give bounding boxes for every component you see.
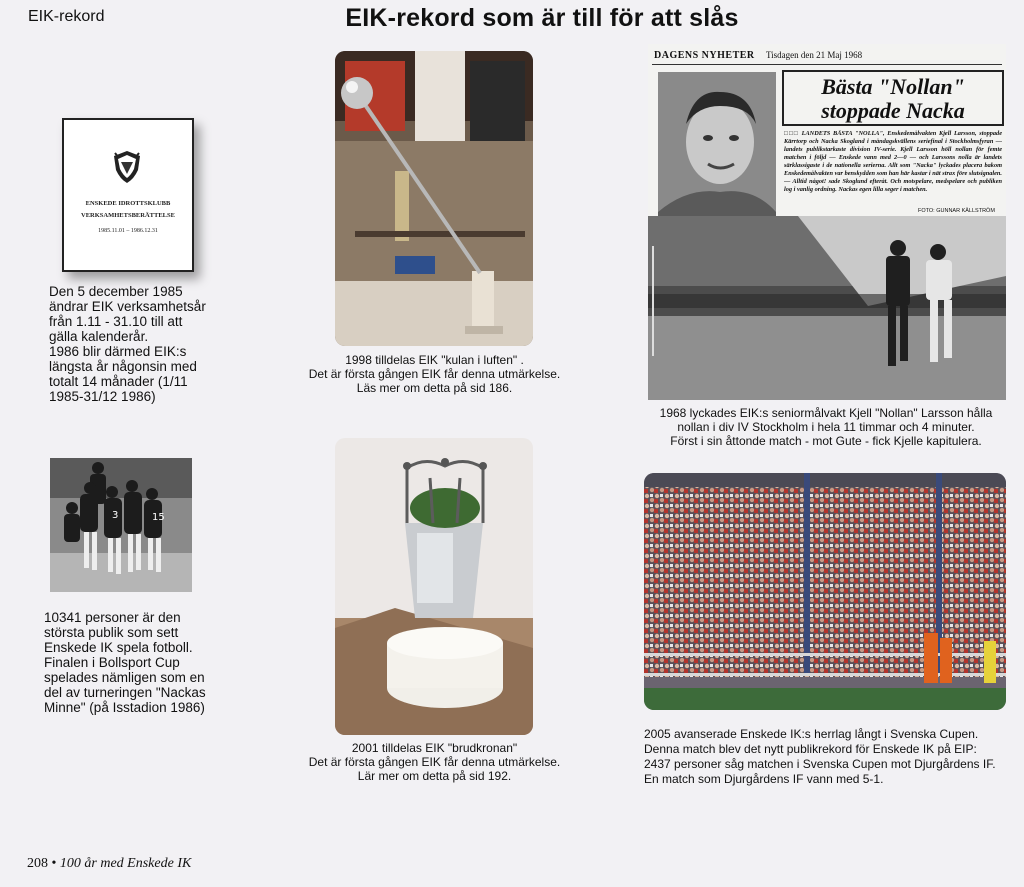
match-photo	[648, 216, 1006, 400]
book-title: 100 år med Enskede IK	[59, 856, 192, 871]
newspaper-photo-credit: FOTO: GUNNAR KÄLLSTRÖM	[918, 208, 995, 214]
attendance-caption: 10341 personer är den största publik som sett Enskede IK spela fotboll. Finalen i Bollsport Cup spelades nämligen som en del av turneringen "Nackas Minne" (på Isstadion 1986)	[44, 610, 206, 715]
newspaper-headline: Bästa "Nollan" stoppade Nacka	[782, 70, 1004, 126]
newspaper-dateline: Tisdagen den 21 Maj 1968	[766, 50, 863, 60]
newspaper-masthead: DAGENS NYHETER	[654, 50, 755, 61]
svg-text:3: 3	[112, 510, 119, 521]
newspaper-body: □□□ LANDETS BÄSTA "NOLLA", Enskedemålvakten Kjell Larsson, stoppade Kärrtorp och Nacka Skogland i måndagskvällens seriefinal i Stockholmsfyran — landets publikstarkaste division IV-serie. Kjell Larsson höll nollan för femte matchen i följd — Enskede vann med 2—0 — och Larssons nolla är landets särklassigaste i de nationella serierna. Allt som "Nacka" lyckades placera bakom Enskedemålvakten var benskydden som han här kastar i nät strax före slutsignalen. — Alltid något! sade Skoglund efteråt. Och motspelare, medspelare och publiken log i vanlig ordning. Nackas egen lilla seger i matchen.	[784, 130, 1002, 193]
svg-text:15: 15	[152, 512, 165, 523]
page-title: EIK-rekord som är till för att slås	[345, 4, 739, 32]
cup-caption: 2005 avanserade Enskede IK:s herrlag långt i Svenska Cupen. Denna match blev det nytt publikrekord för Enskede IK på EIP: 2437 personer såg matchen i Svenska Cupen mot Djurgårdens IF. En match som Djurgårdens IF vann med 5-1.	[644, 727, 996, 786]
bridal-crown-caption: 2001 tilldelas EIK "brudkronan" Det är första gången EIK får denna utmärkelse. Lär mer om detta på sid 192.	[308, 741, 561, 783]
team-celebration-photo	[50, 458, 192, 592]
newspaper-clipping	[648, 44, 1006, 400]
booklet-subtitle: VERKSAMHETSBERÄTTELSE	[81, 212, 175, 219]
page-number: 208	[27, 856, 48, 871]
page-footer	[27, 856, 191, 872]
footer-separator: •	[51, 856, 57, 871]
booklet-club: ENSKEDE IDROTTSKLUBB	[85, 200, 171, 207]
fiscal-year-caption: Den 5 december 1985 ändrar EIK verksamhetsår från 1.11 - 31.10 till att gälla kalenderår. 1986 blir därmed EIK:s längsta år någonsin med totalt 14 månader (1/11 1985-31/12 1986)	[49, 284, 206, 404]
bridal-crown-trophy-photo	[335, 438, 533, 735]
cup-crowd-photo	[644, 473, 1006, 710]
ball-in-air-caption: 1998 tilldelas EIK "kulan i luften" . Det är första gången EIK får denna utmärkelse. Läs mer om detta på sid 186.	[308, 353, 561, 395]
club-emblem-icon	[112, 150, 142, 184]
booklet-dates: 1985.11.01 – 1986.12.31	[98, 228, 158, 234]
goalkeeper-portrait	[658, 72, 776, 240]
ball-in-air-trophy-photo	[335, 51, 533, 346]
goalkeeper-caption: 1968 lyckades EIK:s seniormålvakt Kjell "Nollan" Larsson hålla nollan i div IV Stockholm i hela 11 timmar och 4 minuter. Först i sin åttonde match - mot Gute - fick Kjelle kapitulera.	[659, 406, 993, 448]
masthead-rule	[652, 64, 1002, 65]
annual-report-cover	[62, 118, 194, 272]
section-label: EIK-rekord	[28, 8, 105, 25]
